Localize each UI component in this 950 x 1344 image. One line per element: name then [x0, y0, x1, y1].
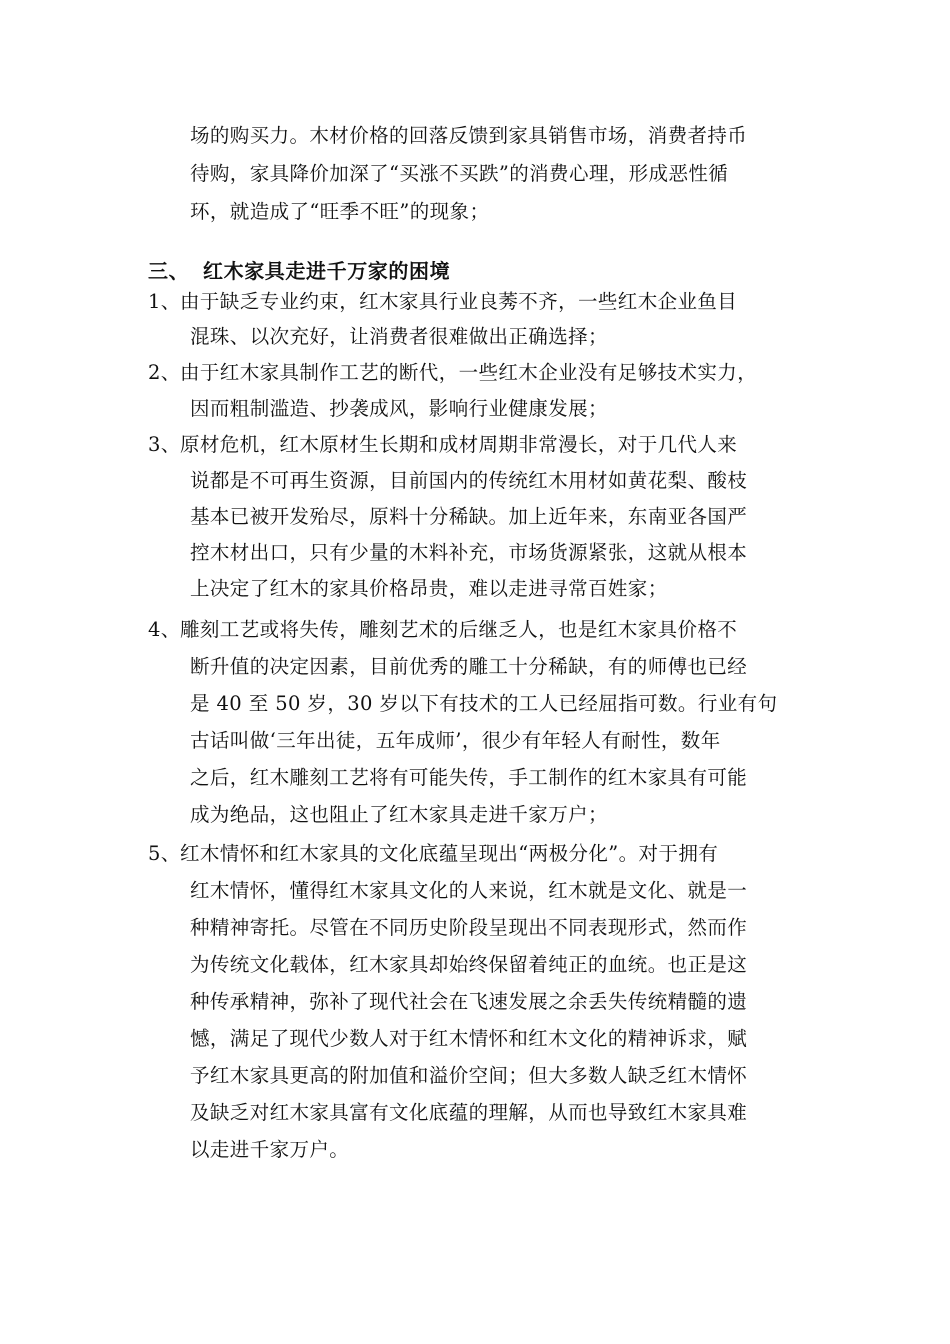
item-4-line-5: 之后，红木雕刻工艺将有可能失传，手工制作的红木家具有可能 — [190, 766, 748, 789]
item-3-line-1: 原材危机，红木原材生长期和成材周期非常漫长，对于几代人来 — [180, 433, 738, 456]
item-1-number: 1、 — [148, 290, 181, 313]
item-1-line-1: 由于缺乏专业约束，红木家具行业良莠不齐，一些红木企业鱼目 — [180, 290, 738, 313]
intro-line-3: 环，就造成了“旺季不旺”的现象； — [190, 200, 490, 223]
item-1-line-2: 混珠、以次充好，让消费者很难做出正确选择； — [190, 325, 608, 348]
item-5-number: 5、 — [148, 842, 181, 865]
item-4-line-4: 古话叫做‘三年出徒，五年成师’，很少有年轻人有耐性，数年 — [190, 729, 721, 752]
item-5-line-8: 及缺乏对红木家具富有文化底蕴的理解，从而也导致红木家具难 — [190, 1101, 748, 1124]
item-5-line-7: 予红木家具更高的附加值和溢价空间；但大多数人缺乏红木情怀 — [190, 1064, 748, 1087]
item-3-number: 3、 — [148, 433, 181, 456]
item-3-line-2: 说都是不可再生资源，目前国内的传统红木用材如黄花梨、酸枝 — [190, 469, 748, 492]
item-2-line-2: 因而粗制滥造、抄袭成风，影响行业健康发展； — [190, 397, 608, 420]
item-5-line-2: 红木情怀，懂得红木家具文化的人来说，红木就是文化、就是一 — [190, 879, 748, 902]
item-4-line-1: 雕刻工艺或将失传，雕刻艺术的后继乏人，也是红木家具价格不 — [180, 618, 738, 641]
intro-line-2: 待购，家具降价加深了“买涨不买跌”的消费心理，形成恶性循 — [190, 162, 729, 185]
item-4-line-2: 断升值的决定因素，目前优秀的雕工十分稀缺，有的师傅也已经 — [190, 655, 748, 678]
section-title: 红木家具走进千万家的困境 — [203, 259, 451, 283]
item-5-line-4: 为传统文化载体，红木家具却始终保留着纯正的血统。也正是这 — [190, 953, 748, 976]
item-3-line-3: 基本已被开发殆尽，原料十分稀缺。加上近年来，东南亚各国严 — [190, 505, 748, 528]
item-4-line-3: 是 40 至 50 岁，30 岁以下有技术的工人已经屈指可数。行业有句 — [190, 692, 778, 715]
item-3-line-4: 控木材出口，只有少量的木料补充，市场货源紧张，这就从根本 — [190, 541, 748, 564]
item-2-number: 2、 — [148, 361, 181, 384]
item-5-line-9: 以走进千家万户。 — [190, 1138, 350, 1161]
item-3-line-5: 上决定了红木的家具价格昂贵，难以走进寻常百姓家； — [190, 577, 668, 600]
item-5-line-5: 种传承精神，弥补了现代社会在飞速发展之余丢失传统精髓的遗 — [190, 990, 748, 1013]
item-5-line-6: 憾，满足了现代少数人对于红木情怀和红木文化的精神诉求，赋 — [190, 1027, 748, 1050]
item-5-line-1: 红木情怀和红木家具的文化底蕴呈现出“两极分化”。对于拥有 — [180, 842, 719, 865]
section-number: 三、 — [148, 259, 190, 283]
item-4-number: 4、 — [148, 618, 181, 641]
item-5-line-3: 种精神寄托。尽管在不同历史阶段呈现出不同表现形式，然而作 — [190, 916, 748, 939]
item-4-line-6: 成为绝品，这也阻止了红木家具走进千家万户； — [190, 803, 608, 826]
intro-line-1: 场的购买力。木材价格的回落反馈到家具销售市场，消费者持币 — [190, 124, 748, 147]
item-2-line-1: 由于红木家具制作工艺的断代，一些红木企业没有足够技术实力， — [180, 361, 758, 384]
